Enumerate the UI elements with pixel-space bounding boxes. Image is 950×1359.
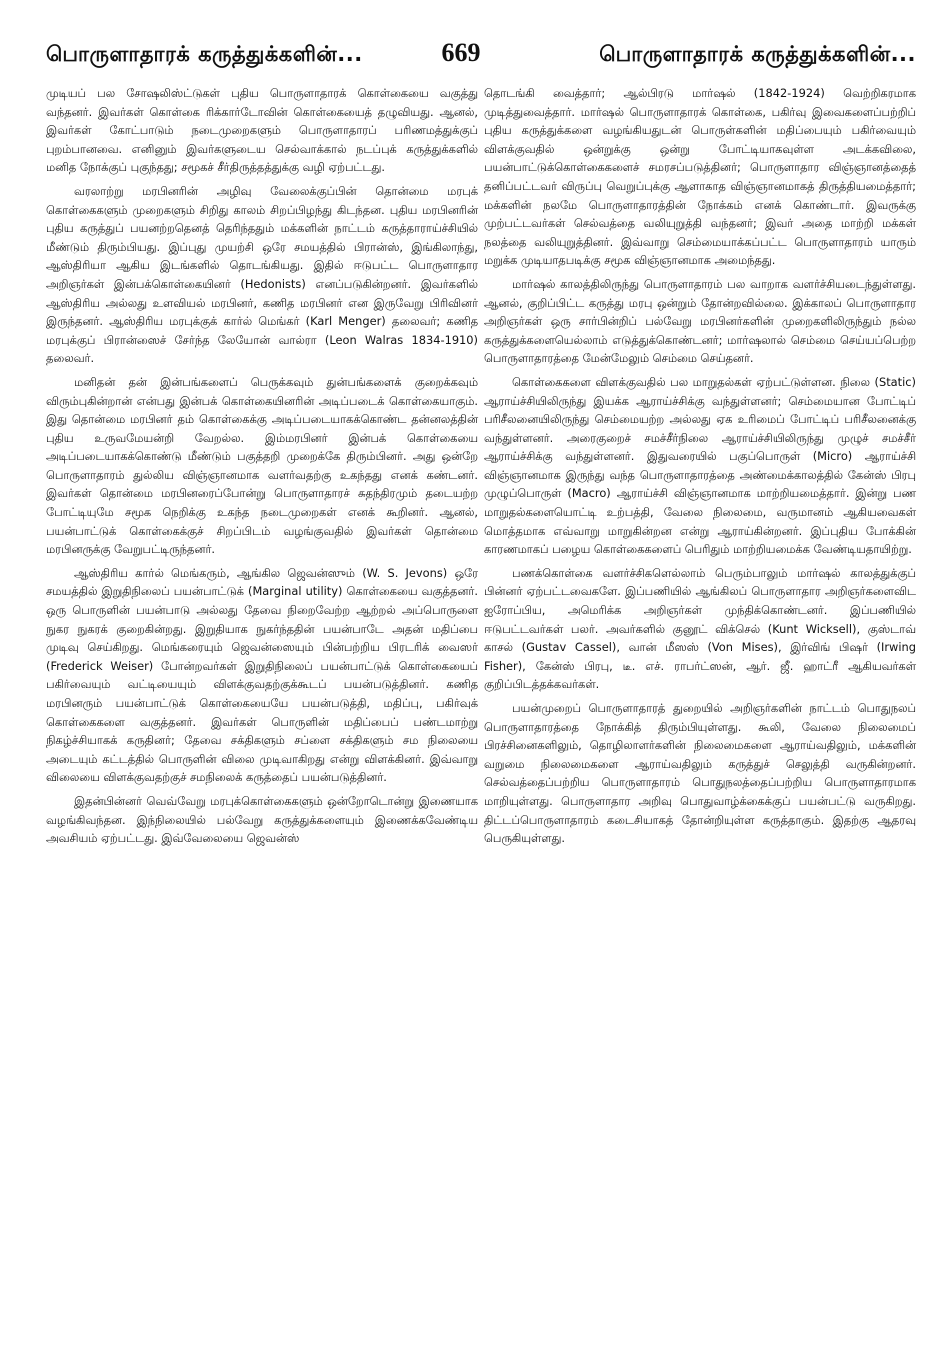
page-header	[46, 38, 916, 84]
left-column	[46, 84, 478, 853]
right-column	[484, 84, 916, 853]
paragraph: கொள்கைகளை விளக்குவதில் பல மாறுதல்கள் ஏற்பட்டுள்ளன. நிலை (Static) ஆராய்ச்சியிலிருந்து இயக்க ஆராய்ச்சிக்கு வந்துள்ளனர்; செம்மையான போட்டிப் பரிசீலனையிலிருந்து செம்மையற்ற அல்லது ஏக உரிமைப் போட்டிப் பரிசீலனைக்கு வந்துள்ளனர். அரைகுறைச் சமச்சீர்நிலை ஆராய்ச்சியிலிருந்து முழுச் சமச்சீர் ஆராய்ச்சிக்கு வந்துள்ளனர். இதுவரையில் பகுப்பொருள் (Micro) ஆராய்ச்சி விஞ்ஞானமாக இருந்து வந்த பொருளாதாரத்தை அண்மைக்காலத்தில் கேன்ஸ் பிரபு முழுப்பொருள் (Macro) ஆராய்ச்சி விஞ்ஞானமாக மாற்றியமைத்தார். இன்று பண மாறுதல்களையொட்டி உற்பத்தி, வேலை நிலைமை, வருமானம் ஆகியவைகள் மொத்தமாக எவ்வாறு மாறுகின்றன என்று ஆராய்கின்றனர். இப்புதிய போக்கின் காரணமாகப் பழைய கொள்கைகளைப் பெரிதும் மாற்றியமைக்க வேண்டியதாயிற்று.	[484, 374, 916, 557]
paragraph: வரலாற்று மரபினரின் அழிவு வேலைக்குப்பின் தொன்மை மரபுக் கொள்கைகளும் முறைகளும் சிறிது காலம் சிறப்பிழந்து கிடந்தன. புதிய மரபினரின் புதிய கருத்துப் பயனற்றதெனத் தெரிந்ததும் மக்களின் நாட்டம் கருத்தாராய்ச்சியில் மீண்டும் திரும்பியது. இப்புது முயற்சி ஒரே சமயத்தில் பிரான்ஸ், இங்கிலாந்து, ஆஸ்திரியா ஆகிய இடங்களில் தொடங்கியது. இதில் ஈடுபட்ட பொருளாதார அறிஞர்கள் இன்பக்கொள்கையினர் (Hedonists) எனப்படுகின்றனர். இவர்களில் ஆஸ்திரிய அல்லது உளவியல் மரபினர், கணித மரபினர் என இருவேறு பிரிவினர் இருந்தனர். ஆஸ்திரிய மரபுக்குக் கார்ல் மெங்கர் (Karl Menger) தலைவர்; கணித மரபுக்குப் பிரான்ஸைச் சேர்ந்த லேயோன் வால்ரா (Leon Walras 1834-1910) தலைவர்.	[46, 183, 478, 366]
paragraph: மார்ஷல் காலத்திலிருந்து பொருளாதாரம் பல வாறாக வளர்ச்சியடைந்துள்ளது. ஆனல், குறிப்பிட்ட கருத்து மரபு ஒன்றும் தோன்றவில்லை. இக்காலப் பொருளாதார அறிஞர்கள் ஒரு சார்பின்றிப் பல்வேறு மரபினர்களின் முறைகளிலிருந்தும் நல்ல கருத்துக்களையெல்லாம் எடுத்துக்கொண்டனர்; மார்ஷலால் செம்மை செய்யப்பெற்ற பொருளாதாரத்தை மேன்மேலும் செம்மை செய்தனர்.	[484, 276, 916, 366]
paragraph: முடியப் பல சோஷலிஸ்ட்டுகள் புதிய பொருளாதாரக் கொள்கையை வகுத்து வந்தனர். இவர்கள் கொள்கை ரிக்கார்டோவின் கொள்கையைத் தழுவியது. ஆனல், இவர்கள் கோட்பாடும் நடைமுறைகளும் பொருளாதாரப் பரிணமத்துக்குப் புறம்பானவை. எனினும் இவர்களுடைய செல்வாக்கால் நடப்புக் கருத்துக்களில் மனித நோக்குப் புகுந்தது; சமூகச் சீர்திருத்தத்துக்கு வழி ஏற்பட்டது.	[46, 86, 478, 175]
paragraph: தொடங்கி வைத்தார்; ஆல்பிரடு மார்ஷல் (1842-1924) வெற்றிகரமாக முடித்துவைத்தார். மார்ஷல் பொருளாதாரக் கொள்கை, பகிர்வு இவைகளைப்பற்றிப் புதிய கருத்துக்களை வழங்கியதுடன் பொருள்களின் மதிப்பையும் பகிர்வையும் விளக்குவதில் ஒன்றுக்கு ஒன்று போட்டியாகவுள்ள அடக்கவிலை, பயன்பாட்டுக்கொள்கைகளைச் சமரசப்படுத்தினர்; பொருளாதார விஞ்ஞானத்தைத் தனிப்பட்டவர் விருப்பு வெறுப்புக்கு ஆளாகாத விஞ்ஞானமாகத் திருத்தியமைத்தார்; மக்களின் நலமே பொருளாதாரத்தின் நோக்கம் எனக் கொண்டார். இவருக்கு முற்பட்டவர்கள் செல்வத்தை வலியுறுத்தி வந்தனர்; இவர் அதை மாற்றி மக்கள் நலத்தை வலியுறுத்தினர். இவ்வாறு செம்மையாக்கப்பட்ட பொருளாதாரம் யாரும் மறுக்க முடியாதபடிக்கு சமூக விஞ்ஞானமாக அமைந்தது.	[484, 86, 916, 268]
paragraph: இதன்பின்னர் வெவ்வேறு மரபுக்கொள்கைகளும் ஒன்றோடொன்று இணையாக வழங்கிவந்தன. இந்நிலையில் பல்வேறு கருத்துக்களையும் இணைக்கவேண்டிய அவசியம் ஏற்பட்டது. இவ்வேலையை ஜெவன்ஸ்	[46, 793, 478, 846]
paragraph: மனிதன் தன் இன்பங்களைப் பெருக்கவும் துன்பங்களைக் குறைக்கவும் விரும்புகின்றான் என்பது இன்பக் கொள்கையினரின் அடிப்படைக் கொள்கையாகும். இது தொன்மை மரபினர் தம் கொள்கைக்கு அடிப்படையாகக்கொண்ட தன்னலத்தின் புதிய உருவமேயன்றி வேறல்ல. இம்மரபினர் இன்பக் கொள்கையை அடிப்படையாகக்கொண்டு மீண்டும் பகுத்தறி முறைக்கே திரும்பினர். அது ஒன்றே பொருளாதாரம் துல்லிய விஞ்ஞானமாக வளர்வதற்கு உகந்தது எனக் கண்டனர். இவர்கள் தொன்மை மரபினரைப்போன்று பொருளாதாரச் சுதந்திரமும் தடையற்ற போட்டியுமே சமூக நெறிக்கு உகந்த நடைமுறைகள் எனக் கூறினர். ஆனல், பயன்பாட்டுக் கொள்கைக்குச் சிறப்பிடம் வழங்குவதில் இவர்கள் தொன்மை மரபினருக்கு வேறுபட்டிருந்தனர்.	[46, 374, 478, 557]
two-column-body	[46, 84, 916, 853]
paragraph: ஆஸ்திரிய கார்ல் மெங்கரும், ஆங்கில ஜெவன்ஸும் (W. S. Jevons) ஒரே சமயத்தில் இறுதிநிலைப் பயன்பாட்டுக் (Marginal utility) கொள்கையை வகுத்தனர். ஒரு பொருளின் பயன்பாடு அல்லது தேவை நிறைவேற்ற ஆற்றல் அப்பொருளை நுகர நுகரக் குறைகின்றது. இறுதியாக நுகர்ந்ததின் பயன்பாடே அதன் மதிப்பை முடிவு செய்கிறது. மெங்கரையும் ஜெவன்ஸையும் பின்பற்றிய பிரடரிக் வைஸர் (Frederick Weiser) போன்றவர்கள் இறுதிநிலைப் பயன்பாட்டுக் கொள்கையைப் பகிர்வையும் வட்டியையும் விளக்குவதற்குக்கூடப் பயன்படுத்தினர். கணித மரபினரும் பயன்பாட்டுக் கொள்கையையே பயன்படுத்தி, மதிப்பு, பகிர்வுக் கொள்கைகளை வகுத்தனர். இவர்கள் பொருளின் மதிப்பைப் பண்டமாற்று நிகழ்ச்சியாகக் கருதினர்; தேவை சக்திகளும் சப்ளை சக்திகளும் சம நிலையை அடையும் கட்டத்தில் பொருளின் விலை முடிவாகிறது என்று விளக்கினர். இவ்வாறு விலையை விளக்குவதற்குச் சமநிலைக் கருத்தைப் பயன்படுத்தினர்.	[46, 565, 478, 785]
page-number: 669	[441, 38, 481, 67]
paragraph: பயன்முறைப் பொருளாதாரத் துறையில் அறிஞர்களின் நாட்டம் பொதுநலப் பொருளாதாரத்தை நோக்கித் திரும்பியுள்ளது. கூலி, வேலை நிலைமைப் பிரச்சினைகளிலும், தொழிலாளர்களின் நிலைமைகளை ஆராய்வதிலும், மக்களின் வறுமை நிலைமைகளை ஆராய்வதிலும் கருத்துச் செலுத்தி வருகின்றனர். செல்வத்தைப்பற்றிய பொருளாதாரம் பொதுநலத்தைப்பற்றிய பொருளாதாரமாக மாறியுள்ளது. பொருளாதார அறிவு பொதுவாழ்க்கைக்குப் பயன்பட்டு வருகிறது. திட்டப்பொருளாதாரம் கடைசியாகத் தோன்றியுள்ள கருத்தாகும். இதற்கு ஆதரவு பெருகியுள்ளது.	[484, 701, 916, 846]
paragraph: பணக்கொள்கை வளர்ச்சிகளெல்லாம் பெரும்பாலும் மார்ஷல் காலத்துக்குப் பின்னர் ஏற்பட்டவைகளே. இப்பணியில் ஆங்கிலப் பொருளாதார அறிஞர்களைவிட ஐரோப்பிய, அமெரிக்க அறிஞர்கள் முந்திக்கொண்டனர். இப்பணியில் ஈடுபட்டவர்கள் பலர். அவர்களில் குனூட் விக்செல் (Kunt Wicksell), குஸ்டாவ் காசல் (Gustav Cassel), வான் மீஸஸ் (Von Mises), இர்விங் பிஷர் (Irwing Fisher), கேன்ஸ் பிரபு, டீ. எச். ராபர்ட்ஸன், ஆர். ஜீ. ஹாட்ரீ ஆகியவர்கள் குறிப்பிடத்தக்கவர்கள்.	[484, 565, 916, 692]
running-title-right: பொருளாதாரக் கருத்துக்களின்...	[599, 42, 916, 66]
running-title-left: பொருளாதாரக் கருத்துக்களின்...	[46, 42, 363, 66]
